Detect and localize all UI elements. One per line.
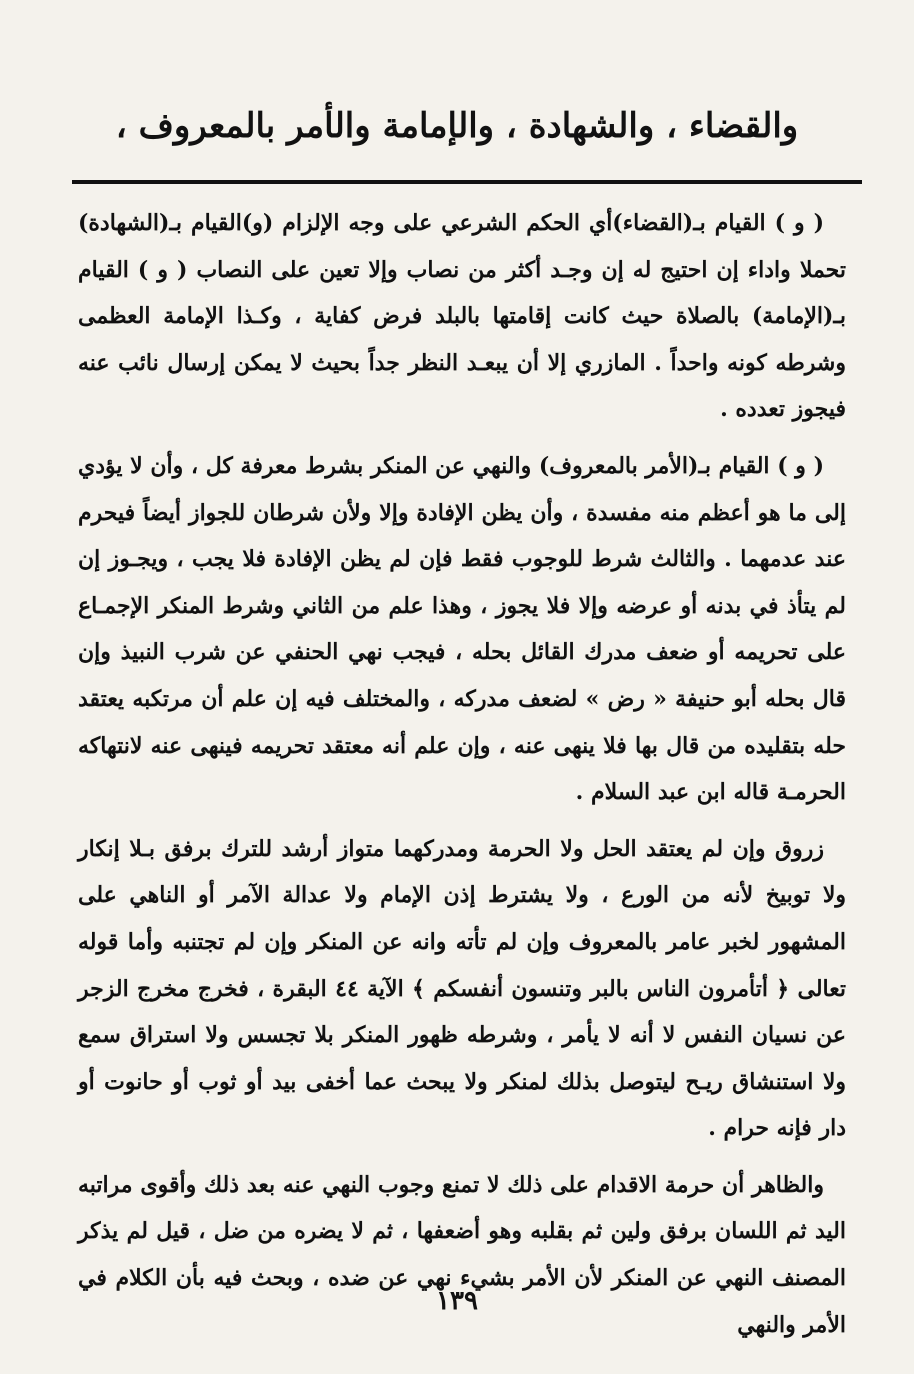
page-header-title: والقضاء ، والشهادة ، والإمامة والأمر بالمعروف ، (115, 106, 799, 146)
page-number: ١٣٩ (436, 1286, 478, 1316)
paragraph: والظاهر أن حرمة الاقدام على ذلك لا تمنع وجوب النهي عنه بعد ذلك وأقوى مراتبه اليد ثم اللسان برفق ولين ثم بقلبه وهو أضعفها ، ثم لا يضره من ضل ، قيل لم يذكر المصنف النهي عن المنكر لأن الأمر بشيء نهي عن ضده ، وبحث فيه بأن الكلام في الأمر والنهي (78, 1171, 846, 1338)
paragraph: زروق وإن لم يعتقد الحل ولا الحرمة ومدركهما متواز أرشد للترك برفق بـلا إنكار ولا توبيخ لأنه من الورع ، ولا يشترط إذن الإمام ولا عدالة الآمر أو الناهي على المشهور لخبر عامر بالمعروف وإن لم تأته وانه عن المنكر وإن لم تجتنبه وأما قوله تعالى ﴿ أتأمرون الناس بالبر وتنسون أنفسكم ﴾ الآية ٤٤ البقرة ، فخرج مخرج الزجر عن نسيان النفس لا أنه لا يأمر ، وشرطه ظهور المنكر بلا تجسس ولا استراق سمع ولا استنشاق ريـح ليتوصل بذلك لمنكر ولا يبحث عما أخفى بيد أو ثوب أو حانوت أو دار فإنه حرام . (78, 835, 847, 1142)
paragraph: ( و ) القيام بـ(القضاء)أي الحكم الشرعي على وجه الإلزام (و)القيام بـ(الشهادة) تحملا واداء إن احتيج له إن وجـد أكثر من نصاب وإلا تعين على النصاب ( و ) القيام بـ(الإمامة) بالصلاة حيث كانت إقامتها بالبلد فرض كفاية ، وكـذا الإمامة العظمى وشرطه كونه واحداً . المازري إلا أن يبعـد النظر جداً بحيث لا يمكن إرسال نائب عنه فيجوز تعدده . (78, 210, 846, 423)
paragraph: ( و ) القيام بـ(الأمر بالمعروف) والنهي عن المنكر بشرط معرفة كل ، وأن لا يؤدي إلى ما هو أعظم منه مفسدة ، وأن يظن الإفادة وإلا ولأن شرطان للجواز أيضاً فيحرم عند عدمهما . والثالث شرط للوجوب فقط فإن لم يظن الإفادة فلا يجب ، ويجـوز إن لم يتأذ في بدنه أو عرضه وإلا فلا يجوز ، وهذا علم من الثاني وشرط المنكر الإجمـاع على تحريمه أو ضعف مدرك القائل بحله ، فيجب نهي الحنفي عن شرب النبيذ وإن قال بحله أبو حنيفة « رض » لضعف مدركه ، والمختلف فيه إن علم أن مرتكبه يعتقد حله بتقليده من قال بها فلا ينهى عنه ، وإن علم أنه معتقد تحريمه فينهى عنه لانتهاكه الحرمـة قاله ابن عبد السلام . (78, 452, 846, 806)
body-text (78, 200, 846, 1348)
header-divider (72, 180, 862, 184)
